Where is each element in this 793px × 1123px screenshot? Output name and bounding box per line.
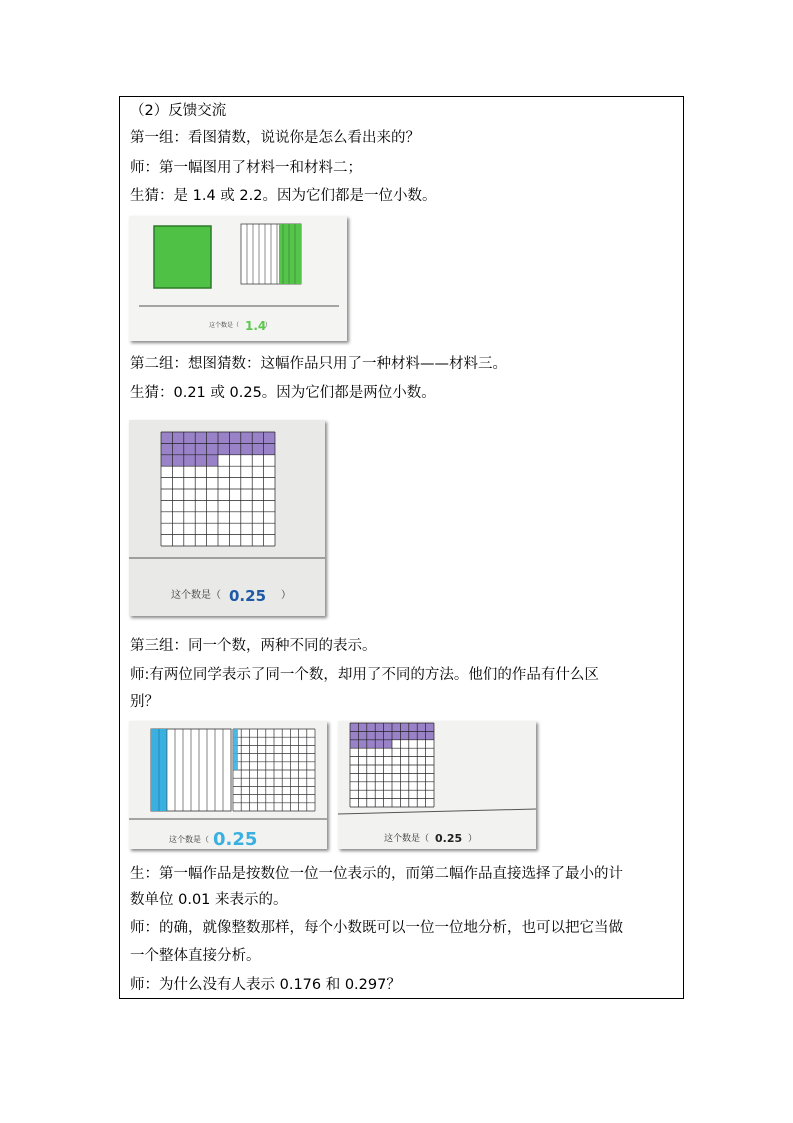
tenths-strip bbox=[241, 224, 301, 284]
photo-1 bbox=[129, 216, 347, 341]
svg-text:）: ） bbox=[468, 834, 478, 844]
tenths-strip bbox=[151, 729, 231, 811]
hundredths-grid bbox=[233, 729, 315, 811]
photo-4 bbox=[338, 721, 536, 849]
shaded-cells bbox=[161, 455, 218, 466]
paragraph-4: 第二组：想图猜数：这幅作品只用了一种材料——材料三。 bbox=[130, 356, 507, 372]
hundredths-grid bbox=[161, 432, 275, 546]
photo-3-answer: 0.25 bbox=[213, 829, 258, 849]
paragraph-3: 生猜：是 1.4 或 2.2。因为它们都是一位小数。 bbox=[130, 188, 437, 204]
paragraph-2: 师：第一幅图用了材料一和材料二； bbox=[130, 160, 362, 176]
paragraph-12: 一个整体直接分析。 bbox=[130, 948, 261, 964]
photo-2-caption: 这个数是（ bbox=[171, 590, 221, 601]
paragraph-7: 师:有两位同学表示了同一个数，却用了不同的方法。他们的作品有什么区 bbox=[130, 667, 599, 683]
photo-4-answer: 0.25 bbox=[435, 832, 463, 845]
green-whole-square bbox=[154, 226, 211, 288]
paragraph-10: 数单位 0.01 来表示的。 bbox=[130, 892, 288, 908]
photo-3 bbox=[129, 721, 327, 849]
photo-2-answer: 0.25 bbox=[229, 587, 267, 605]
paragraph-8: 别？ bbox=[130, 694, 159, 710]
paragraph-5: 生猜：0.21 或 0.25。因为它们都是两位小数。 bbox=[130, 385, 436, 401]
photo-1-answer: 1.4 bbox=[245, 319, 267, 333]
photo-4-caption: 这个数是（ bbox=[384, 834, 430, 844]
photo-2 bbox=[129, 420, 325, 616]
svg-text:）: ） bbox=[265, 322, 272, 329]
photo-1-caption: 这个数是（ bbox=[209, 322, 240, 329]
hundredths-grid bbox=[350, 723, 434, 807]
paragraph-6: 第三组：同一个数，两种不同的表示。 bbox=[130, 638, 377, 654]
shaded-cells bbox=[233, 729, 238, 770]
paragraph-11: 师：的确，就像整数那样，每个小数既可以一位一位地分析，也可以把它当做 bbox=[130, 920, 623, 936]
paragraph-1: 第一组：看图猜数，说说你是怎么看出来的？ bbox=[130, 130, 420, 146]
paragraph-13: 师：为什么没有人表示 0.176 和 0.297？ bbox=[130, 977, 401, 993]
photo-3-caption: 这个数是（ bbox=[169, 835, 209, 844]
shaded-cells bbox=[350, 740, 392, 748]
section-heading: （2）反馈交流 bbox=[130, 103, 227, 119]
paragraph-9: 生：第一幅作品是按数位一位一位表示的，而第二幅作品直接选择了最小的计 bbox=[130, 866, 623, 882]
svg-text:）: ） bbox=[281, 590, 291, 601]
